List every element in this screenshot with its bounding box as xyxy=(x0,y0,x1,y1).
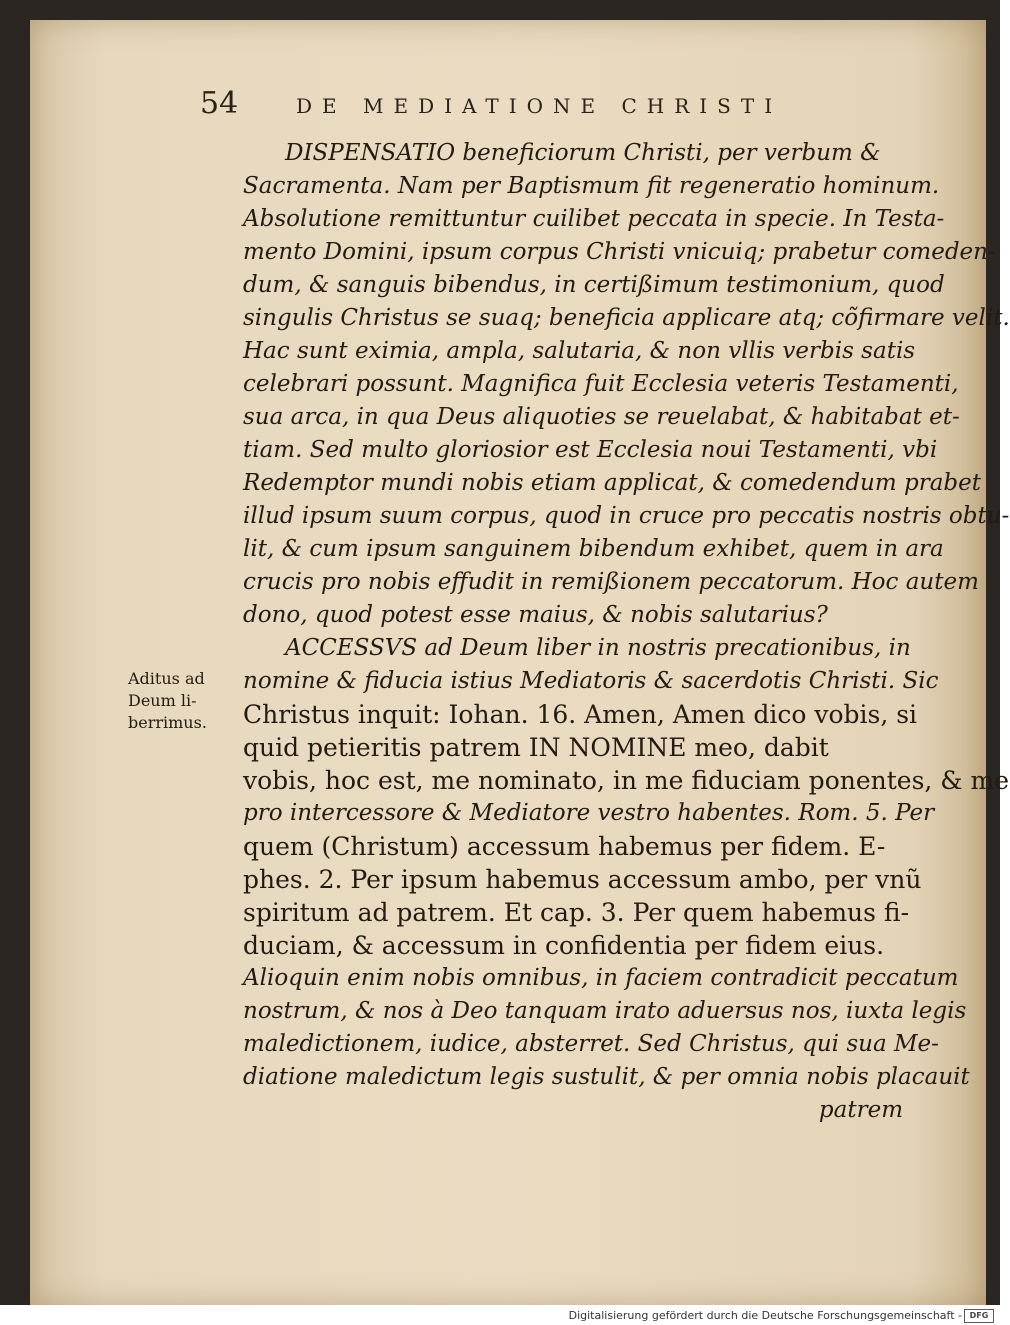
text-line: quem (Christum) accessum habemus per fidem. E- xyxy=(243,832,886,861)
text-line: dum, & sanguis bibendus, in certißimum testimonium, quod xyxy=(243,272,945,298)
margin-note-line: Deum li- xyxy=(128,691,197,710)
text-line: nostrum, & nos à Deo tanquam irato aduersus nos, iuxta legis xyxy=(243,998,967,1024)
text-line: illud ipsum suum corpus, quod in cruce pro peccatis nostris obtu- xyxy=(243,503,1010,529)
text-line: dono, quod potest esse maius, & nobis salutarius? xyxy=(243,602,828,628)
text-line: mento Domini, ipsum corpus Christi vnicuiq; prabetur comeden- xyxy=(243,239,996,265)
running-title: DE MEDIATIONE CHRISTI xyxy=(296,94,783,118)
catchword: patrem xyxy=(818,1097,903,1123)
text-line: spiritum ad patrem. Et cap. 3. Per quem habemus fi- xyxy=(243,898,910,927)
margin-note xyxy=(128,668,238,734)
text-line: ACCESSVS ad Deum liber in nostris precationibus, in xyxy=(285,635,911,661)
text-line: duciam, & accessum in confidentia per fidem eius. xyxy=(243,931,885,960)
text-line: DISPENSATIO beneficiorum Christi, per verbum & xyxy=(285,140,881,166)
text-line: quid petieritis patrem IN NOMINE meo, dabit xyxy=(243,733,829,762)
footer-bar xyxy=(0,1305,1000,1325)
text-line: celebrari possunt. Magnifica fuit Ecclesia veteris Testamenti, xyxy=(243,371,959,397)
dfg-logo-icon: DFG xyxy=(964,1309,994,1323)
text-line: lit, & cum ipsum sanguinem bibendum exhibet, quem in ara xyxy=(243,536,944,562)
text-line: Absolutione remittuntur cuilibet peccata in specie. In Testa- xyxy=(243,206,945,232)
page-number: 54 xyxy=(200,86,239,121)
text-line: pro intercessore & Mediatore vestro habentes. Rom. 5. Per xyxy=(243,800,935,826)
text-line: tiam. Sed multo gloriosior est Ecclesia noui Testamenti, vbi xyxy=(243,437,938,463)
margin-note-line: berrimus. xyxy=(128,713,207,732)
text-line: maledictionem, iudice, absterret. Sed Christus, qui sua Me- xyxy=(243,1031,939,1057)
text-line: crucis pro nobis effudit in remißionem peccatorum. Hoc autem xyxy=(243,569,979,595)
text-line: phes. 2. Per ipsum habemus accessum ambo, per vnũ xyxy=(243,865,922,894)
text-line: diatione maledictum legis sustulit, & per omnia nobis placauit xyxy=(243,1064,970,1090)
text-line: Sacramenta. Nam per Baptismum fit regeneratio hominum. xyxy=(243,173,940,199)
body-text xyxy=(243,137,1010,1127)
text-line: Redemptor mundi nobis etiam applicat, & comedendum prabet xyxy=(243,470,981,496)
text-line: nomine & fiducia istius Mediatoris & sacerdotis Christi. Sic xyxy=(243,668,939,694)
funding-notice: Digitalisierung gefördert durch die Deutsche Forschungsgemeinschaft - xyxy=(568,1309,962,1322)
text-line: Hac sunt eximia, ampla, salutaria, & non vllis verbis satis xyxy=(243,338,916,364)
text-line: vobis, hoc est, me nominato, in me fiduciam ponentes, & me xyxy=(243,766,1010,795)
text-line: Christus inquit: Iohan. 16. Amen, Amen dico vobis, si xyxy=(243,700,918,729)
text-line: sua arca, in qua Deus aliquoties se reuelabat, & habitabat et- xyxy=(243,404,960,430)
text-line: singulis Christus se suaq; beneficia applicare atq; cõfirmare velit. xyxy=(243,305,1010,331)
margin-note-line: Aditus ad xyxy=(128,669,205,688)
text-line: Alioquin enim nobis omnibus, in faciem contradicit peccatum xyxy=(243,965,959,991)
